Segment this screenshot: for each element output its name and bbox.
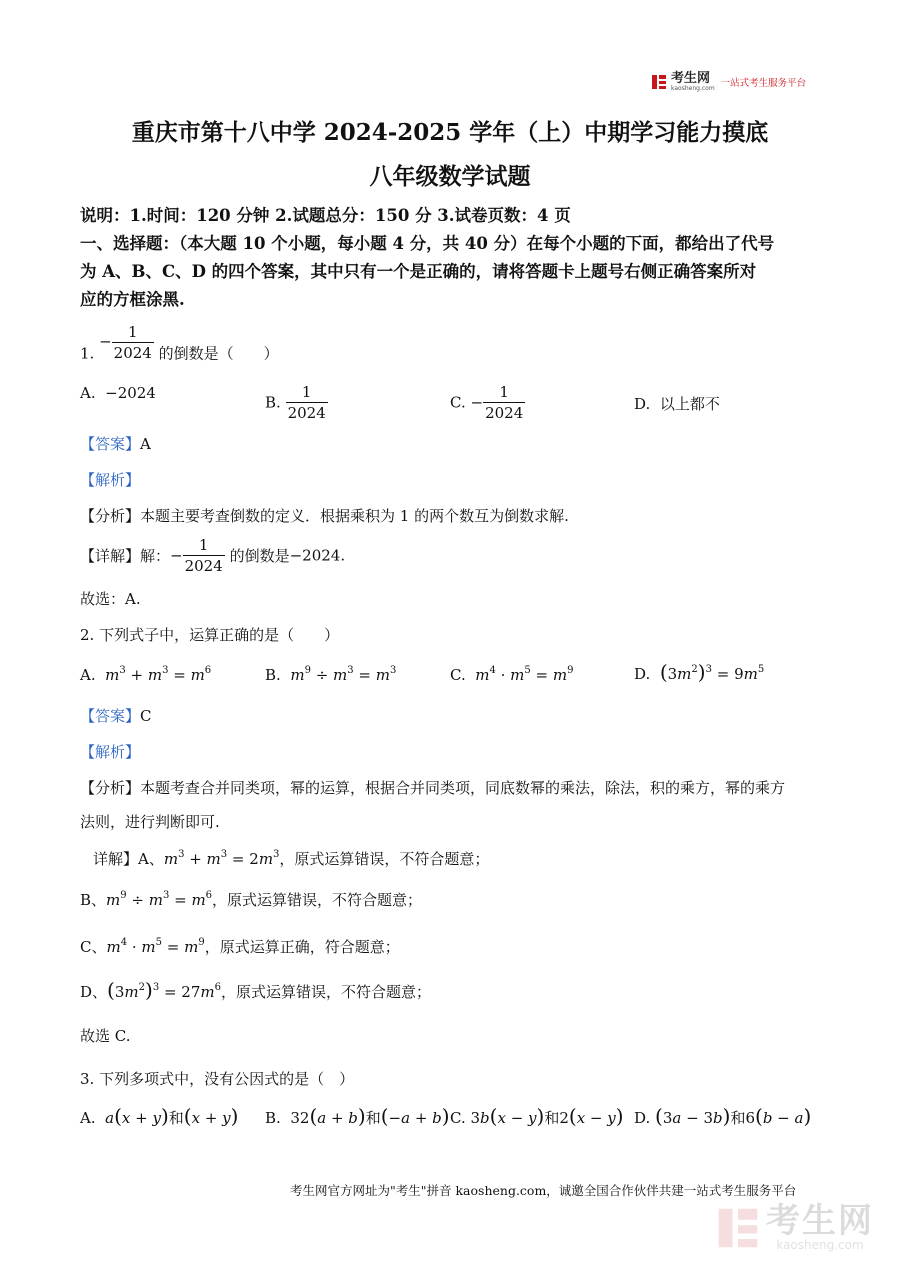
q1-option-d: D. 以上都不 (634, 395, 720, 413)
page-title: 重庆市第十八中学 2024-2025 学年（上）中期学习能力摸底 (131, 119, 769, 146)
section-instructions-line3: 应的方框涂黑. (80, 290, 185, 309)
watermark-domain: kaosheng.com (776, 1238, 864, 1252)
q1-xiangjie: 【详解】解：− $\frac{1}{2024}$ 的倒数是−2024. (80, 536, 346, 575)
page-subtitle: 八年级数学试题 (369, 163, 531, 190)
q1-fenxi: 【分析】本题主要考查倒数的定义．根据乘积为 1 的两个数互为倒数求解. (80, 507, 569, 525)
q3-option-a: A. a(x + y)和(x + y) (80, 1104, 239, 1128)
q2-fenxi-line1: 【分析】本题考查合并同类项，幂的运算，根据合并同类项，同底数幂的乘法，除法，积的乘方，幂的乘方 (80, 779, 786, 797)
footer-text: 考生网官方网址为"考生"拼音 kaosheng.com，诚邀全国合作伙伴共建一站式考生服务平台 (290, 1183, 797, 1198)
q2-answer: 【答案】C (80, 707, 152, 725)
q2-option-a: A. $m^3 + m^3 = m^6$ (80, 665, 212, 684)
q2-fenxi-line2: 法则，进行判断即可. (80, 813, 220, 831)
kaosheng-logo-icon (651, 74, 667, 90)
watermark-logo-icon (716, 1206, 760, 1250)
question-2-stem: 2. 下列式子中，运算正确的是（ ） (80, 626, 340, 644)
q1-option-b: B. $\frac{1}{2024}$ (265, 383, 326, 422)
q3-option-d: D. (3a − 3b)和6(b − a) (634, 1104, 812, 1128)
watermark (716, 1201, 874, 1252)
q3-option-c: C. 3b(x − y)和2(x − y) (450, 1104, 624, 1128)
q1-answer: 【答案】A (80, 435, 151, 453)
section-instructions-line1: 一、选择题：（本大题 10 个小题，每小题 4 分，共 40 分）在每个小题的下面，都给出了代号 (80, 234, 775, 253)
q2-detail-a: 详解】A、$m^3 + m^3 = 2m^3$，原式运算错误，不符合题意； (93, 849, 490, 868)
q3-option-b: B. 32(a + b)和(−a + b) (265, 1104, 450, 1128)
q1-option-c: C. − $\frac{1}{2024}$ (450, 383, 524, 422)
fraction: $\frac{1}{2024}$ (113, 323, 152, 362)
q2-detail-d: D、$(3m^2)^3 = 27m^6$，原式运算错误，不符合题意； (80, 978, 432, 1002)
q2-option-d: D. $(3m^2)^3 = 9m^5$ (634, 660, 765, 684)
q2-detail-c: C、$m^4 \cdot m^5 = m^9$，原式运算正确，符合题意； (80, 937, 400, 956)
q1-jiexi: 【解析】 (80, 471, 141, 489)
question-3-stem: 3. 下列多项式中，没有公因式的是（ ） (80, 1070, 355, 1088)
q2-option-c: C. $m^4 \cdot m^5 = m^9$ (450, 665, 574, 684)
q2-detail-b: B、$m^9 \div m^3 = m^6$，原式运算错误，不符合题意； (80, 890, 423, 909)
logo-name: 考生网 (671, 71, 711, 86)
watermark-name: 考生网 (766, 1201, 874, 1241)
q2-option-b: B. $m^9 \div m^3 = m^3$ (265, 665, 397, 684)
q1-option-a: A. −2024 (80, 384, 156, 402)
question-1-stem: 1. − $\frac{1}{2024}$ 的倒数是（ ） (80, 323, 279, 363)
logo-slogan: 一站式考生服务平台 (720, 78, 807, 89)
exam-info: 说明：1.时间：120 分钟 2.试题总分：150 分 3.试卷页数：4 页 (80, 206, 571, 225)
section-instructions-line2: 为 A、B、C、D 的四个答案，其中只有一个是正确的，请将答题卡上题号右侧正确答案所对 (80, 262, 757, 281)
q2-jiexi: 【解析】 (80, 743, 141, 761)
question-number: 1. (80, 344, 95, 363)
header-logo (651, 72, 806, 92)
logo-domain: kaosheng.com (671, 85, 715, 92)
q2-guxuan: 故选 C. (80, 1027, 131, 1045)
q1-guxuan: 故选：A. (80, 590, 141, 608)
